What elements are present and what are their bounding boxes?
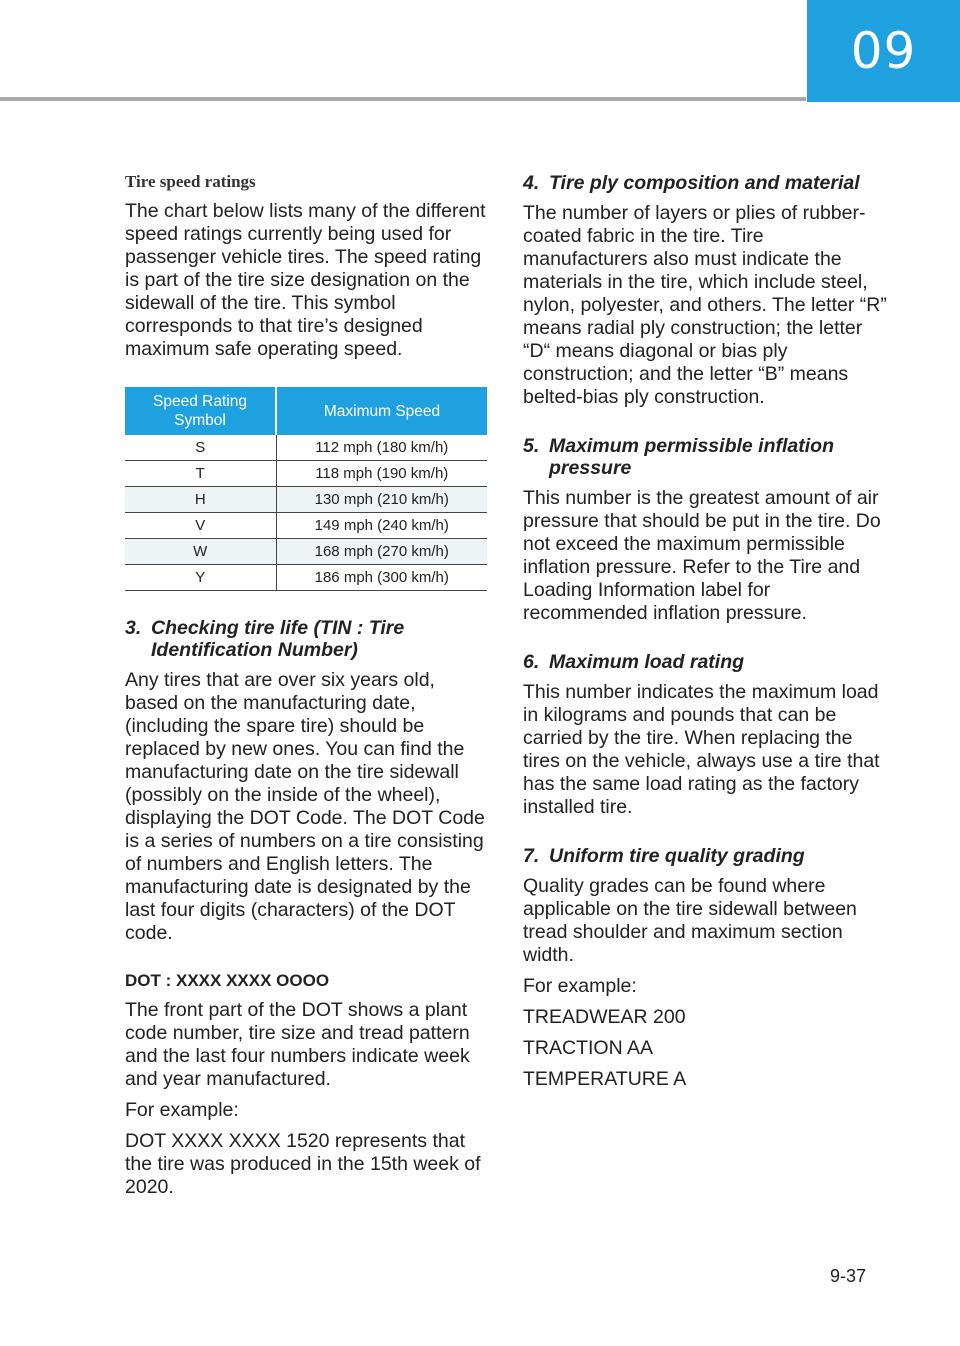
heading-number: 5.: [523, 435, 540, 457]
heading-number: 6.: [523, 651, 540, 673]
heading-quality-grading: [523, 845, 893, 867]
page-number: 9-37: [830, 1266, 867, 1286]
speed-cell: 112 mph (180 km/h): [276, 435, 487, 461]
speed-cell: 149 mph (240 km/h): [276, 513, 487, 539]
speed-cell: 118 mph (190 km/h): [276, 461, 487, 487]
dot-example-paragraph: DOT XXXX XXXX 1520 represents that the tire was produced in the 15th week of 2020.: [125, 1130, 481, 1198]
symbol-cell: S: [125, 435, 276, 461]
table-header-speed: Maximum Speed: [276, 387, 487, 435]
heading-checking-tire-life: [125, 617, 487, 661]
for-example-label: For example:: [125, 1099, 239, 1121]
treadwear-example: TREADWEAR 200: [523, 1006, 686, 1028]
left-column: [125, 172, 487, 1207]
heading-number: 4.: [523, 172, 540, 194]
table-header-symbol: Speed Rating Symbol: [125, 387, 276, 435]
header-rule: [0, 97, 806, 101]
intro-paragraph: The chart below lists many of the different speed ratings currently being used for passenger vehicle tires. The speed rating is part of the tire size designation on the sidewall of the tire. This symbol corresponds to that tire’s designed maximum safe operating speed.: [125, 200, 486, 360]
symbol-cell: V: [125, 513, 276, 539]
table-row: [125, 461, 487, 487]
load-paragraph: This number indicates the maximum load in kilograms and pounds that can be carried by the tire. When replacing the tires on the vehicle, always use a tire that has the same load rating as the factory installed tire.: [523, 681, 880, 818]
symbol-cell: Y: [125, 565, 276, 591]
speed-rating-table: [125, 387, 487, 591]
dot-code-label: DOT : XXXX XXXX OOOO: [125, 971, 330, 990]
dot-explanation-paragraph: The front part of the DOT shows a plant code number, tire size and tread pattern and the last four numbers indicate week and year manufactured.: [125, 999, 470, 1090]
symbol-cell: H: [125, 487, 276, 513]
heading-text: Maximum load rating: [549, 651, 745, 673]
ply-paragraph: The number of layers or plies of rubber-coated fabric in the tire. Tire manufacturers also must indicate the materials in the tire, which include steel, nylon, polyester, and others. The letter “R” means radial ply construction; the letter “D“ means diagonal or bias ply construction; and the letter “B” means belted-bias ply construction.: [523, 202, 887, 408]
heading-text: Uniform tire quality grading: [549, 845, 805, 867]
section-title: Tire speed ratings: [125, 172, 256, 191]
heading-max-load: [523, 651, 893, 673]
temperature-example: TEMPERATURE A: [523, 1068, 687, 1090]
symbol-cell: T: [125, 461, 276, 487]
table-row: [125, 539, 487, 565]
traction-example: TRACTION AA: [523, 1037, 654, 1059]
symbol-cell: W: [125, 539, 276, 565]
tire-life-paragraph: Any tires that are over six years old, based on the manufacturing date, (including the spare tire) should be replaced by new ones. You can find the manufacturing date on the tire sidewall (possibly on the inside of the wheel), displaying the DOT Code. The DOT Code is a series of numbers on a tire consisting of numbers and English letters. The manufacturing date is designated by the last four digits (characters) of the DOT code.: [125, 669, 485, 944]
speed-cell: 168 mph (270 km/h): [276, 539, 487, 565]
table-row: [125, 435, 487, 461]
heading-number: 3.: [125, 617, 142, 639]
right-column: [523, 172, 893, 1099]
heading-text: Checking tire life (TIN : Tire Identification Number): [151, 617, 405, 661]
for-example-label: For example:: [523, 975, 637, 997]
inflation-paragraph: This number is the greatest amount of air pressure that should be put in the tire. Do not exceed the maximum permissible inflation pressure. Refer to the Tire and Loading Information label for recommended inflation pressure.: [523, 487, 881, 624]
grading-paragraph: Quality grades can be found where applicable on the tire sidewall between tread shoulder and maximum section width.: [523, 875, 857, 966]
table-row: [125, 487, 487, 513]
table-row: [125, 565, 487, 591]
table-header-row: [125, 387, 487, 435]
heading-number: 7.: [523, 845, 540, 867]
heading-text: Maximum permissible inflation pressure: [549, 435, 834, 479]
table-row: [125, 513, 487, 539]
speed-cell: 130 mph (210 km/h): [276, 487, 487, 513]
speed-cell: 186 mph (300 km/h): [276, 565, 487, 591]
chapter-tab: 09: [807, 0, 960, 102]
heading-text: Tire ply composition and material: [549, 172, 860, 194]
heading-ply-composition: [523, 172, 893, 194]
heading-max-inflation: [523, 435, 893, 479]
